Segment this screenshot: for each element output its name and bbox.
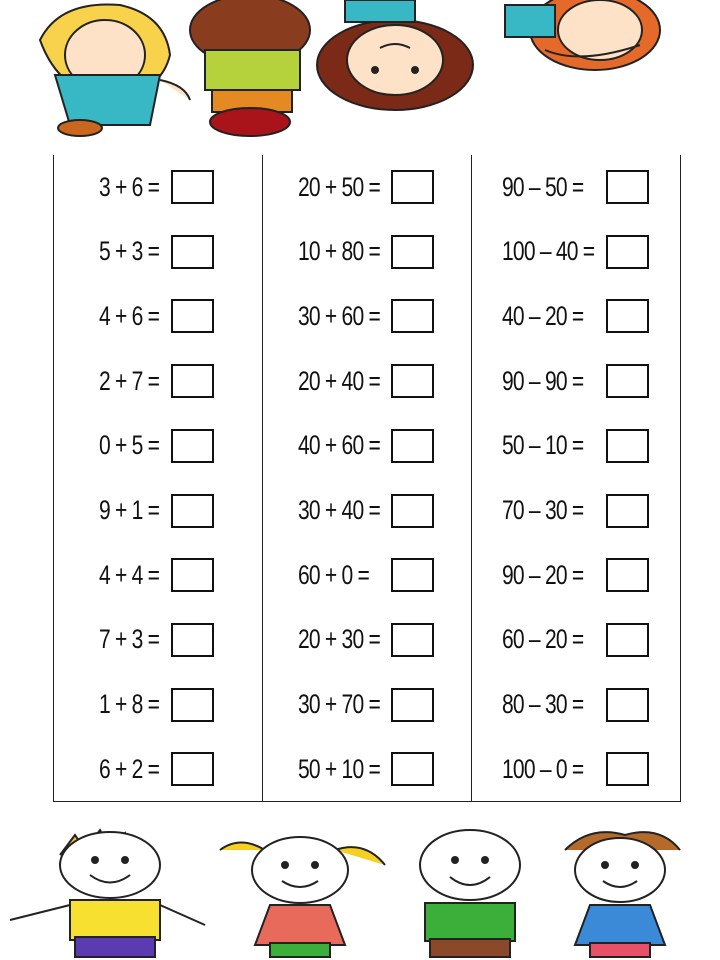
answer-box[interactable] (171, 364, 214, 398)
answer-box[interactable] (171, 429, 214, 463)
kid-yellow-shirt (10, 830, 205, 957)
problem-expression: 2 + 7 = (99, 365, 160, 396)
problem-expression: 100 – 0 = (502, 753, 584, 784)
problem-expression: 4 + 6 = (99, 300, 160, 331)
answer-box[interactable] (606, 494, 649, 528)
kid-pink-dress (220, 837, 385, 957)
problem-expression: 40 + 60 = (298, 430, 380, 461)
problem-expression: 20 + 40 = (298, 365, 380, 396)
problem-expression: 30 + 40 = (298, 495, 380, 525)
problem-row (263, 230, 471, 274)
math-worksheet (53, 155, 681, 802)
problem-row (472, 294, 680, 338)
problem-expression: 90 – 90 = (502, 365, 584, 396)
problem-row (54, 683, 262, 727)
problem-expression: 1 + 8 = (99, 689, 160, 720)
problem-row (54, 359, 262, 403)
answer-box[interactable] (606, 558, 649, 592)
answer-box[interactable] (391, 688, 434, 722)
problem-row (54, 747, 262, 791)
problem-expression: 3 + 6 = (99, 171, 160, 202)
answer-box[interactable] (391, 364, 434, 398)
answer-box[interactable] (606, 170, 649, 204)
column-addition-ones (54, 155, 262, 801)
answer-box[interactable] (391, 429, 434, 463)
problem-expression: 50 + 10 = (298, 753, 380, 784)
answer-box[interactable] (391, 623, 434, 657)
answer-box[interactable] (391, 752, 434, 786)
problem-expression: 100 – 40 = (502, 236, 595, 267)
answer-box[interactable] (171, 235, 214, 269)
answer-box[interactable] (171, 623, 214, 657)
answer-box[interactable] (171, 299, 214, 333)
answer-box[interactable] (391, 558, 434, 592)
problem-expression: 70 – 30 = (502, 495, 584, 525)
answer-box[interactable] (606, 752, 649, 786)
problem-row (263, 553, 471, 597)
problem-expression: 30 + 70 = (298, 689, 380, 720)
problem-row (472, 747, 680, 791)
problem-row (263, 618, 471, 662)
answer-box[interactable] (606, 623, 649, 657)
problem-row (263, 165, 471, 209)
problem-expression: 60 + 0 = (298, 559, 370, 590)
children-clipart-top (0, 0, 720, 150)
problem-expression: 6 + 2 = (99, 753, 160, 784)
problem-row (263, 489, 471, 533)
problem-expression: 9 + 1 = (99, 495, 160, 525)
problem-row (54, 489, 262, 533)
answer-box[interactable] (171, 494, 214, 528)
problem-row (472, 489, 680, 533)
problem-expression: 0 + 5 = (99, 430, 160, 461)
problem-expression: 40 – 20 = (502, 300, 584, 331)
problem-expression: 30 + 60 = (298, 300, 380, 331)
answer-box[interactable] (391, 235, 434, 269)
answer-box[interactable] (171, 558, 214, 592)
problem-row (263, 359, 471, 403)
problem-row (472, 618, 680, 662)
answer-box[interactable] (171, 752, 214, 786)
kid-red-hair (505, 0, 660, 70)
answer-box[interactable] (391, 494, 434, 528)
problem-row (54, 230, 262, 274)
answer-box[interactable] (606, 364, 649, 398)
column-addition-tens (262, 155, 471, 801)
problem-expression: 20 + 30 = (298, 624, 380, 655)
problem-expression: 50 – 10 = (502, 430, 584, 461)
answer-box[interactable] (606, 235, 649, 269)
children-clipart-bottom (0, 815, 720, 960)
problem-row (472, 359, 680, 403)
answer-box[interactable] (391, 299, 434, 333)
problem-row (263, 424, 471, 468)
problem-row (472, 165, 680, 209)
problem-expression: 80 – 30 = (502, 689, 584, 720)
problem-row (54, 165, 262, 209)
problem-row (472, 424, 680, 468)
problem-expression: 5 + 3 = (99, 236, 160, 267)
kid-upside-down (317, 0, 473, 110)
answer-box[interactable] (171, 170, 214, 204)
problem-row (54, 294, 262, 338)
kid-blonde-girl (40, 4, 190, 136)
answer-box[interactable] (606, 688, 649, 722)
answer-box[interactable] (606, 429, 649, 463)
answer-box[interactable] (606, 299, 649, 333)
problem-row (54, 618, 262, 662)
problem-row (263, 747, 471, 791)
answer-box[interactable] (171, 688, 214, 722)
answer-box[interactable] (391, 170, 434, 204)
kid-curly-hair (565, 832, 680, 957)
problem-expression: 20 + 50 = (298, 171, 380, 202)
kid-green-shirt (190, 0, 310, 136)
problem-expression: 7 + 3 = (99, 624, 160, 655)
problem-row (472, 230, 680, 274)
problem-expression: 4 + 4 = (99, 559, 160, 590)
problem-expression: 10 + 80 = (298, 236, 380, 267)
problem-row (54, 553, 262, 597)
problem-row (54, 424, 262, 468)
problem-expression: 90 – 20 = (502, 559, 584, 590)
column-subtraction-tens (471, 155, 680, 801)
problem-row (263, 683, 471, 727)
problem-row (472, 683, 680, 727)
problem-expression: 60 – 20 = (502, 624, 584, 655)
problem-row (472, 553, 680, 597)
kid-green-shirt-bottom (420, 830, 520, 957)
problem-expression: 90 – 50 = (502, 171, 584, 202)
problem-row (263, 294, 471, 338)
